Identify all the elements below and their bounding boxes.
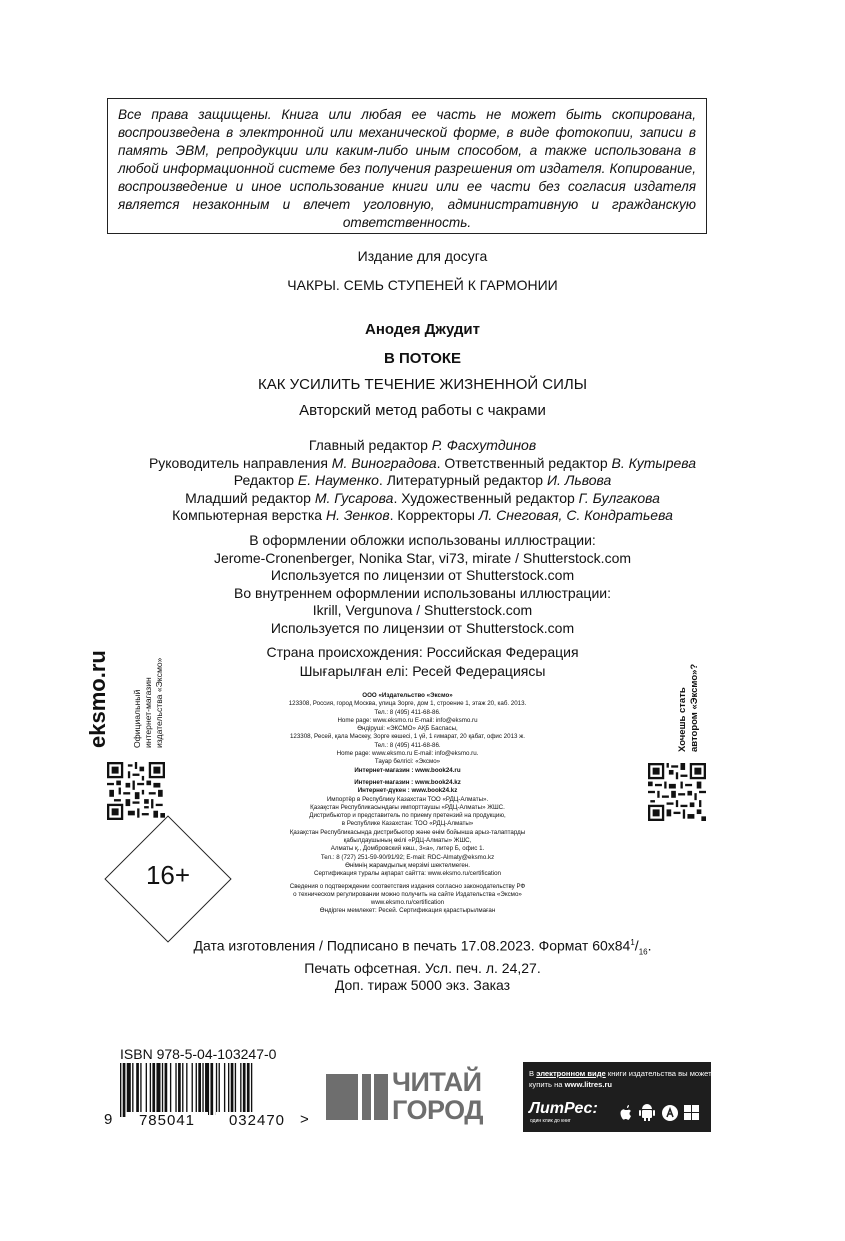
- barcode-bar: [165, 1063, 168, 1115]
- platform-icons: [617, 1102, 705, 1122]
- imprint-line: Интернет-магазин : www.book24.ru: [354, 766, 461, 774]
- imprint-line: Өндірген мемлекет: Ресей. Сертификация қарастырылмаған: [319, 907, 496, 915]
- age-rating: 16+: [145, 860, 191, 890]
- barcode-bar: [150, 1063, 151, 1115]
- barcode-bar: [182, 1063, 183, 1115]
- barcode-bar: [127, 1063, 131, 1115]
- barcode-bar: [205, 1063, 209, 1115]
- barcode-bar: [123, 1063, 126, 1117]
- country-block: [0, 643, 845, 681]
- country-kz: Шығарылған елі: Ресей Федерациясы: [299, 663, 546, 679]
- book-title: В ПОТОКЕ: [383, 350, 462, 367]
- barcode-digits-right: 032470: [216, 1112, 298, 1129]
- credit-role: Руководитель направления: [148, 454, 332, 471]
- barcode-bar: [210, 1063, 213, 1115]
- eksmo-caption-line: Официальный: [132, 689, 142, 748]
- imprint-line: Қазақстан Республикасында дистрибьютор және өнім бойынша арыз-талаптарды: [289, 828, 526, 836]
- imprint-line: Home page: www.eksmo.ru E-mail: info@eksmo.ru: [337, 716, 478, 724]
- imprint-line: о техническом регулировании можно получить на сайте Издательства «Эксмо»: [293, 890, 522, 898]
- barcode-bar: [152, 1063, 155, 1115]
- imprint-line: в Республике Казахстан: ТОО «РДЦ-Алматы»: [341, 820, 474, 828]
- format-fraction-den: 16: [638, 947, 648, 957]
- barcode-bar: [162, 1063, 163, 1115]
- credit-role: . Литературный редактор: [378, 472, 547, 489]
- author-invite-caption: [677, 664, 701, 752]
- qr-code-eksmo[interactable]: [107, 762, 165, 820]
- barcode-bar: [202, 1063, 203, 1115]
- production-format: Дата изготовления / Подписано в печать 17.08.2023. Формат 60x84: [193, 937, 631, 954]
- credit-name: Г. Булгакова: [578, 489, 660, 506]
- credit-name: Е. Науменко: [297, 472, 379, 489]
- barcode-bar: [156, 1063, 160, 1115]
- litres-text: В электронном виде книги издательства вы можете купить на www.litres.ru: [529, 1069, 716, 1089]
- credit-role: Младший редактор: [185, 489, 315, 506]
- imprint-line: Интернет-дүкен : www.book24.kz: [357, 787, 458, 795]
- barcode-bar: [243, 1063, 246, 1115]
- credit-name: М. Виноградова: [331, 454, 437, 471]
- imprint-line: www.eksmo.ru/certification: [370, 899, 445, 907]
- litres-banner[interactable]: [523, 1062, 716, 1132]
- app-store-icon: [662, 1105, 678, 1121]
- litres-brand: ЛитРес:: [529, 1100, 598, 1117]
- production-block: [0, 934, 845, 994]
- barcode-bar: [251, 1063, 252, 1117]
- credit-line: [0, 455, 845, 473]
- illustration-line: Jerome-Cronenberger, Nonika Star, vi73, mirate / Shutterstock.com: [213, 549, 632, 566]
- illustration-line: Используется по лицензии от Shutterstock.com: [270, 619, 575, 636]
- illustration-line: Используется по лицензии от Shutterstock.com: [270, 567, 575, 583]
- barcode-bar: [240, 1063, 241, 1115]
- eksmo-caption-line: интернет-магазин: [143, 677, 153, 748]
- production-line-2: Печать офсетная. Усл. печ. л. 24,27.: [304, 960, 541, 977]
- production-line-3: Доп. тираж 5000 экз. Заказ: [334, 977, 511, 994]
- eksmo-caption: [132, 658, 165, 748]
- barcode-bar: [136, 1063, 139, 1115]
- imprint-line: Сертификация туралы ақпарат сайтта: www.eksmo.ru/certification: [314, 870, 501, 878]
- barcode-bar: [231, 1063, 234, 1115]
- series-title: ЧАКРЫ. СЕМЬ СТУПЕНЕЙ К ГАРМОНИИ: [287, 277, 558, 293]
- credit-role: . Ответственный редактор: [436, 454, 612, 471]
- book-subtitle-2: Авторский метод работы с чакрами: [299, 402, 546, 419]
- credit-name: В. Кутырева: [611, 454, 697, 471]
- imprint-line: 123308, Ресей, қала Мәскеу, Зорге көшесі, 1 үй, 1 ғимарат, 20 қабат, офис 2013 ж.: [289, 733, 526, 741]
- format-end: .: [647, 937, 652, 954]
- illustration-line: В оформлении обложки использованы иллюстрации:: [249, 532, 596, 548]
- chitai-gorod-block-3-icon: [374, 1074, 388, 1120]
- imprint-line: Тел.: 8 (727) 251-59-90/91/92; E-mail: RDC-Almaty@eksmo.kz: [320, 853, 495, 861]
- barcode-bar: [140, 1063, 141, 1115]
- barcode-bar: [219, 1063, 220, 1115]
- imprint-line: Алматы қ., Домбровский көш., 3«а», литер Б, офис 1.: [330, 845, 485, 853]
- windows-icon: [684, 1105, 699, 1120]
- isbn-text: ISBN 978-5-04-103247-0: [120, 1046, 277, 1062]
- barcode-bar: [146, 1063, 147, 1115]
- illustration-line: Ikrill, Vergunova / Shutterstock.com: [312, 602, 533, 618]
- barcode-digit-first: 9: [104, 1111, 113, 1128]
- credit-role: . Художественный редактор: [393, 489, 579, 506]
- imprint-line: Home page: www.eksmo.ru E-mail: info@eksmo.ru.: [336, 750, 479, 758]
- credit-role: . Корректоры: [389, 507, 479, 524]
- credit-name: Р. Фасхутдинов: [431, 437, 537, 453]
- imprint-line: Импортёр в Республику Казахстан ТОО «РДЦ-Алматы».: [326, 795, 489, 803]
- barcode-digit-end: >: [300, 1111, 309, 1128]
- isbn-barcode: [104, 1063, 318, 1133]
- barcode-bar: [235, 1063, 236, 1115]
- barcode-bar: [196, 1063, 197, 1115]
- eksmo-brand[interactable]: eksmo.ru: [85, 650, 110, 748]
- barcode-digits-left: 785041: [126, 1112, 208, 1129]
- imprint-line: Өндіруші: «ЭКСМО» АҚБ Баспасы,: [357, 725, 458, 733]
- credit-name: Н. Зенков: [325, 507, 390, 524]
- barcode-bar: [175, 1063, 176, 1115]
- credit-line: [0, 507, 845, 525]
- imprint-line: ООО «Издательство «Эксмо»: [362, 692, 453, 699]
- credit-line: [0, 490, 845, 508]
- credit-name: И. Львова: [546, 472, 612, 489]
- chitai-gorod-line-1: ЧИТАЙ: [392, 1067, 482, 1097]
- imprint-line: Тел.: 8 (495) 411-68-86.: [374, 741, 441, 749]
- author-invite-line: автором «Эксмо»?: [689, 663, 700, 752]
- barcode-bar: [120, 1063, 121, 1117]
- imprint-line: Тел.: 8 (495) 411-68-86.: [374, 708, 441, 716]
- barcode-bar: [170, 1063, 171, 1115]
- litres-site: www.litres.ru: [564, 1080, 613, 1089]
- barcode-bar: [186, 1063, 187, 1117]
- barcode-bars: [118, 1063, 318, 1117]
- credit-line: [0, 472, 845, 490]
- barcode-bar: [198, 1063, 201, 1115]
- edition-type: Издание для досуга: [357, 248, 488, 264]
- chitai-gorod-line-2: ГОРОД: [392, 1095, 483, 1125]
- author-name: Анодея Джудит: [364, 321, 481, 338]
- android-icon: [639, 1104, 655, 1121]
- imprint-line: Дистрибьютор и представитель по приему претензий на продукцию,: [309, 812, 506, 820]
- country-ru: Страна происхождения: Российская Федерация: [266, 644, 579, 660]
- credit-role: Главный редактор: [308, 437, 432, 453]
- credits-block: [0, 437, 845, 525]
- imprint-line: 123308, Россия, город Москва, улица Зорге, дом 1, строение 1, этаж 20, каб. 2013.: [288, 700, 527, 708]
- credit-name: М. Гусарова: [314, 489, 394, 506]
- credit-role: Редактор: [233, 472, 298, 489]
- barcode-bar: [224, 1063, 225, 1115]
- author-invite-line: Хочешь стать: [677, 687, 688, 752]
- barcode-bar: [192, 1063, 193, 1117]
- credit-role: Компьютерная верстка: [172, 507, 326, 524]
- apple-icon: [621, 1105, 632, 1120]
- imprint-block: [260, 692, 555, 916]
- chitai-gorod-block-2-icon: [362, 1074, 371, 1120]
- credit-name: Л. Снеговая, С. Кондратьева: [478, 507, 673, 524]
- barcode-bar: [247, 1063, 250, 1115]
- illustrations-block: [0, 532, 845, 637]
- barcode-bar: [228, 1063, 229, 1115]
- litres-link: электронном виде: [536, 1069, 606, 1078]
- rights-notice: Все права защищены. Книга или любая ее часть не может быть скопирована, воспроизведена в электронной или механической форме, в виде фотокопии, записи в память ЭВМ, репродукции или каким-либо иным способом, а также использована в любой информационной системе без получения разрешения от издателя. Копирование, воспроизведение и иное использование книги или ее части без согласия издателя является незаконным и влечет уголовную, административную и гражданскую ответственность.: [107, 98, 707, 234]
- chitai-gorod-wordmark: [392, 1068, 483, 1124]
- imprint-line: Қазақстан Республикасындағы импорттаушы «РДЦ-Алматы» ЖШС.: [310, 803, 505, 811]
- credit-line: [0, 437, 845, 455]
- litres-slogan: один клик до книг: [530, 1118, 571, 1124]
- barcode-bar: [178, 1063, 181, 1115]
- imprint-line: Өнімнің жарамдылық мерзімі шектелмеген.: [345, 861, 470, 869]
- illustration-line: Во внутреннем оформлении использованы иллюстрации:: [234, 584, 611, 601]
- imprint-line: қабылдаушының өкілі «РДЦ-Алматы» ЖШС,: [343, 837, 472, 845]
- production-line-1: Дата изготовления / Подписано в печать 17.08.2023. Формат $60x84^1/_{16}$.: [193, 937, 652, 957]
- book-subtitle: КАК УСИЛИТЬ ТЕЧЕНИЕ ЖИЗНЕННОЙ СИЛЫ: [257, 376, 588, 393]
- imprint-line: Тауар белгісі: «Эксмо»: [374, 758, 441, 766]
- chitai-gorod-block-1-icon: [326, 1074, 358, 1120]
- eksmo-caption-line: издательства «Эксмо»: [154, 657, 164, 748]
- barcode-bar: [216, 1063, 217, 1115]
- qr-code-author[interactable]: [648, 763, 706, 821]
- imprint-line: Интернет-магазин : www.book24.kz: [354, 778, 461, 786]
- barcode-bar: [132, 1063, 133, 1115]
- imprint-line: Сведения о подтверждении соответствия издания согласно законодательству РФ: [289, 882, 526, 890]
- format-fraction-num: 1: [630, 938, 635, 947]
